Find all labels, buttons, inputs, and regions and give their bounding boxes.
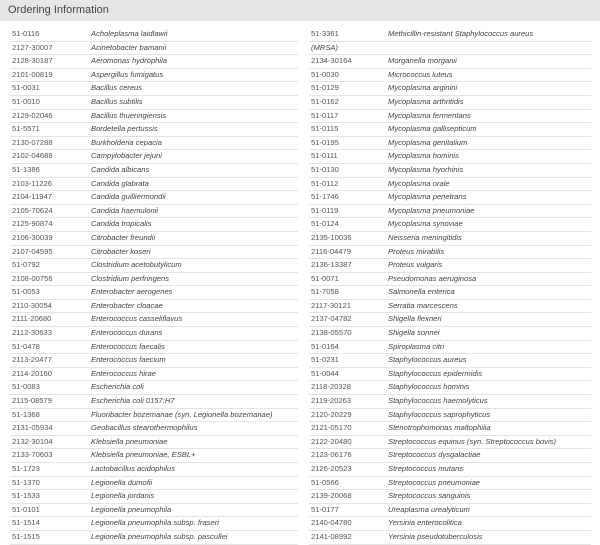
list-item [309, 504, 591, 518]
catalog-number: 2121-05170 [311, 423, 352, 433]
list-item [309, 123, 591, 137]
list-item [309, 69, 591, 83]
organism-name: Campylobacter jejuni [91, 151, 162, 161]
list-item [309, 42, 591, 56]
organism-name: Staphylococcus hominis [388, 382, 470, 392]
organism-name: Citrobacter freundii [91, 232, 156, 242]
list-item [309, 313, 591, 327]
organism-name: Escherichia coli 0157:H7 [91, 396, 175, 406]
organism-name: Candida haemulonii [91, 205, 159, 215]
list-item [10, 517, 298, 531]
catalog-number: 2101-00819 [12, 69, 53, 79]
list-item [309, 273, 591, 287]
catalog-number: 51-1723 [12, 464, 40, 473]
organism-name: Acholeplasma laidlawii [91, 29, 168, 38]
catalog-number: 51-5571 [12, 124, 40, 134]
list-item [309, 341, 591, 355]
catalog-number: 2120-20229 [311, 409, 352, 419]
list-item [309, 531, 591, 545]
list-item [10, 395, 298, 409]
list-item [10, 313, 298, 327]
list-item [10, 381, 298, 395]
list-item [309, 259, 591, 273]
list-item [309, 354, 591, 368]
list-item [10, 300, 298, 314]
organism-name: Klebsiella pneumoniae, ESBL+ [91, 450, 196, 460]
catalog-number: 2104-11947 [12, 192, 52, 202]
list-item [10, 178, 298, 192]
list-item [309, 110, 591, 124]
catalog-number: 51-0177 [311, 504, 339, 514]
organism-name: Enterococcus hirae [91, 368, 157, 378]
catalog-number: 51-0566 [311, 477, 339, 487]
catalog-number: 51-0162 [311, 96, 339, 106]
list-item [10, 463, 298, 477]
list-item [10, 205, 298, 219]
catalog-number: 51-0119 [311, 205, 339, 215]
list-item [10, 449, 298, 463]
catalog-number: 51-0116 [12, 29, 40, 38]
list-item [309, 82, 591, 96]
organism-name: Streptococcus sanguinis [388, 491, 471, 501]
list-item [10, 259, 298, 273]
organism-name: Proteus vulgaris [388, 260, 443, 270]
list-item [309, 477, 591, 491]
organism-name: Yersinia pseudotuberculosis [388, 531, 483, 541]
catalog-number: 2118-20328 [311, 382, 351, 392]
list-item [309, 246, 591, 260]
organism-name: Clostridium acetobutylicum [91, 260, 182, 270]
list-item [309, 150, 591, 164]
catalog-number: 2137-04782 [311, 314, 352, 324]
catalog-number: 51-0231 [311, 355, 339, 365]
organism-name: Enterococcus faecium [91, 355, 166, 365]
catalog-number: 2117-30121 [311, 300, 351, 310]
organism-name: Methicillin-resistant Staphylococcus aureus [388, 29, 534, 38]
list-item [10, 504, 298, 518]
catalog-number: 51-0195 [311, 137, 339, 147]
organism-name: Legionella dumofii [91, 477, 153, 487]
organism-name: Candida tropicalis [91, 219, 152, 229]
ordering-information-header [0, 0, 600, 21]
list-item [309, 232, 591, 246]
catalog-number: 51-0478 [12, 341, 40, 351]
list-item [10, 341, 298, 355]
organism-name: Mycoplasma genitalium [388, 137, 468, 147]
organism-name: Mycoplasma penetrans [388, 192, 467, 202]
organism-name: Aspergillus fumigatus [91, 69, 164, 79]
catalog-number: 51-0031 [12, 83, 40, 93]
organism-name: Acinetobacter bamanii [91, 42, 167, 52]
organism-name: Citrobacter koseri [91, 246, 151, 256]
catalog-number: 51-0111 [311, 151, 338, 161]
catalog-number: 51-0071 [311, 273, 339, 283]
list-item [10, 96, 298, 110]
catalog-number: 51-1515 [12, 531, 40, 541]
catalog-number: 2112-30633 [12, 328, 52, 338]
catalog-number: 2133-70603 [12, 450, 53, 460]
catalog-number: 2138-05570 [311, 328, 352, 338]
catalog-number: 51-7058 [311, 287, 339, 297]
list-item [10, 28, 298, 42]
list-item [10, 327, 298, 341]
list-item [309, 381, 591, 395]
organism-name: Burkholderia cepacia [91, 137, 162, 147]
list-item [309, 28, 591, 42]
organism-name: Streptococcus mutans [388, 464, 464, 473]
list-item [309, 436, 591, 450]
list-item [10, 409, 298, 423]
catalog-number: 2110-30054 [12, 300, 52, 310]
catalog-number: 2130-07288 [12, 137, 53, 147]
catalog-number: 2127-30007 [12, 42, 53, 52]
organism-name: Mycoplasma pneumoniae [388, 205, 475, 215]
organism-name: Mycoplasma orale [388, 178, 450, 188]
catalog-number: 51-0044 [311, 368, 339, 378]
organism-name: Ureaplasma urealyticum [388, 504, 470, 514]
catalog-number: 51-0792 [12, 260, 40, 270]
catalog-number: 51-3361 [311, 29, 339, 38]
list-item [10, 286, 298, 300]
list-item [309, 368, 591, 382]
list-item [10, 218, 298, 232]
catalog-number: 51-0030 [311, 69, 339, 79]
list-item [10, 273, 298, 287]
list-item [10, 354, 298, 368]
organism-name: Enterobacter aerogenes [91, 287, 173, 297]
catalog-number: 51-0112 [311, 178, 339, 188]
list-item [309, 191, 591, 205]
organism-name: Mycoplasma hyorhinis [388, 164, 464, 174]
right-column-list [309, 28, 591, 545]
catalog-number: 2128-30187 [12, 56, 53, 66]
list-item [309, 300, 591, 314]
list-item [10, 246, 298, 260]
organism-name: Enterobacter cloacae [91, 300, 163, 310]
list-item [309, 395, 591, 409]
list-item [309, 96, 591, 110]
catalog-number: 2134-30164 [311, 56, 352, 66]
list-item [309, 137, 591, 151]
list-item [309, 164, 591, 178]
organism-name: Legionella pneumophila [91, 504, 172, 514]
organism-name: Candida glabrata [91, 178, 149, 188]
organism-name: Streptococcus equinus (syn. Streptococcus bovis) [388, 436, 556, 446]
organism-name: Escherichia coli [91, 382, 144, 392]
list-item [10, 232, 298, 246]
organism-name: Clostridium perfringens [91, 273, 170, 283]
list-item [309, 327, 591, 341]
organism-name: Lactobacillus acidophilus [91, 464, 176, 473]
catalog-number: 2111-20680 [12, 314, 52, 324]
list-item [309, 409, 591, 423]
organism-name: Streptococcus dysgalactiae [388, 450, 481, 460]
organism-name: Staphylococcus aureus [388, 355, 467, 365]
organism-name: Klebsiella pneumoniae [91, 436, 168, 446]
catalog-number: 51-1368 [12, 409, 40, 419]
catalog-number: 51-0053 [12, 287, 40, 297]
catalog-number: 51-1533 [12, 491, 40, 501]
organism-name: Yersinia enterocolitica [388, 518, 462, 528]
organism-name: Enterococcus faecalis [91, 341, 165, 351]
catalog-number: 51-0164 [311, 341, 339, 351]
list-item [10, 164, 298, 178]
organism-name: Micrococcus luteus [388, 69, 453, 79]
catalog-number: 2105-70624 [12, 205, 53, 215]
organism-name: Mycoplasma arthritidis [388, 96, 464, 106]
organism-name: Legionella jordanis [91, 491, 155, 501]
organism-name: (MRSA) [311, 42, 338, 52]
organism-name: Legionella pneumophila subsp. pascullei [91, 531, 228, 541]
list-item [309, 205, 591, 219]
list-item [10, 150, 298, 164]
organism-name: Enterococcus casseliflavus [91, 314, 183, 324]
organism-name: Bacillus subtilis [91, 96, 143, 106]
organism-name: Mycoplasma synoviae [388, 219, 463, 229]
section-title: Ordering Information [8, 4, 109, 16]
catalog-number: 2107-04595 [12, 246, 53, 256]
organism-name: Stenotrophomonas maltophilia [388, 423, 491, 433]
catalog-number: 2114-20160 [12, 368, 52, 378]
organism-name: Aeromonas hydrophila [91, 56, 167, 66]
organism-name: Morganella morganii [388, 56, 457, 66]
catalog-number: 51-1514 [12, 518, 40, 528]
catalog-number: 2126-20523 [311, 464, 352, 473]
catalog-number: 2136-13387 [311, 260, 352, 270]
organism-name: Neisseria meningitidis [388, 232, 462, 242]
organism-name: Mycoplasma hominis [388, 151, 459, 161]
list-item [309, 55, 591, 69]
organism-name: Shigella sonnei [388, 328, 440, 338]
catalog-number: 51-0117 [311, 110, 339, 120]
organism-name: Enterococcus durans [91, 328, 163, 338]
catalog-number: 51-0010 [12, 96, 40, 106]
catalog-number: 51-1746 [311, 192, 339, 202]
catalog-number: 2103-11226 [12, 178, 52, 188]
catalog-number: 2129-02046 [12, 110, 53, 120]
organism-name: Shigella flexneri [388, 314, 442, 324]
organism-name: Bacillus thueringiensis [91, 110, 167, 120]
organism-name: Candida guilliermondii [91, 192, 166, 202]
catalog-number: 2140-04780 [311, 518, 352, 528]
organism-name: Streptococcus pneumoniae [388, 477, 481, 487]
catalog-number: 2125-90874 [12, 219, 53, 229]
list-item [10, 123, 298, 137]
organism-name: Candida albicans [91, 164, 150, 174]
organism-name: Bordetella pertussis [91, 124, 158, 134]
catalog-number: 2108-00756 [12, 273, 53, 283]
list-item [10, 531, 298, 545]
catalog-number: 2106-30039 [12, 232, 53, 242]
list-item [10, 110, 298, 124]
list-item [309, 463, 591, 477]
organism-name: Staphylococcus epidermidis [388, 368, 483, 378]
list-item [10, 55, 298, 69]
list-item [10, 69, 298, 83]
organism-name: Mycoplasma gallisepticum [388, 124, 477, 134]
list-item [309, 178, 591, 192]
catalog-number: 51-1370 [12, 477, 40, 487]
list-item [309, 422, 591, 436]
list-item [10, 137, 298, 151]
list-item [10, 490, 298, 504]
catalog-number: 2119-20263 [311, 396, 351, 406]
organism-name: Staphylococcus saprophyticus [388, 409, 491, 419]
catalog-number: 2132-30104 [12, 436, 53, 446]
catalog-number: 2123-06176 [311, 450, 352, 460]
catalog-number: 2122-20480 [311, 436, 352, 446]
list-item [10, 82, 298, 96]
catalog-number: 2113-20477 [12, 355, 52, 365]
organism-name: Staphylococcus haemolyticus [388, 396, 488, 406]
organism-name: Pseudomonas aeruginosa [388, 273, 477, 283]
catalog-number: 2141-08992 [311, 531, 352, 541]
organism-name: Serratia marcescens [388, 300, 458, 310]
catalog-number: 51-1386 [12, 164, 40, 174]
catalog-number: 2135-10036 [311, 232, 352, 242]
list-item [309, 449, 591, 463]
organism-name: Legionella pneumophila subsp. fraseri [91, 518, 219, 528]
list-item [309, 490, 591, 504]
catalog-number: 2131-05934 [12, 423, 53, 433]
organism-name: Bacillus cereus [91, 83, 143, 93]
organism-name: Proteus mirabilis [388, 246, 445, 256]
catalog-number: 51-0129 [311, 83, 339, 93]
catalog-number: 51-0124 [311, 219, 339, 229]
catalog-number: 51-0115 [311, 124, 339, 134]
list-item [10, 422, 298, 436]
catalog-number: 2139-20068 [311, 491, 352, 501]
catalog-number: 2102-04688 [12, 151, 53, 161]
organism-name: Mycoplasma fermentans [388, 110, 471, 120]
catalog-number: 51-0130 [311, 164, 339, 174]
organism-name: Spiroplasma citri [388, 341, 445, 351]
catalog-number: 2115-08579 [12, 396, 52, 406]
organism-name: Mycoplasma arginini [388, 83, 458, 93]
organism-name: Fluoribacter bozemanae (syn. Legionella bozemanae) [91, 409, 273, 419]
organism-name: Salmonella enterica [388, 287, 455, 297]
left-column-list [10, 28, 298, 545]
list-item [10, 191, 298, 205]
list-item [309, 218, 591, 232]
list-item [309, 286, 591, 300]
organism-name: Geobacillus stearothermophilus [91, 423, 198, 433]
catalog-number: 51-0083 [12, 382, 40, 392]
list-item [10, 368, 298, 382]
catalog-number: 51-0101 [12, 504, 40, 514]
list-item [10, 42, 298, 56]
list-item [10, 477, 298, 491]
list-item [10, 436, 298, 450]
catalog-number: 2116-04479 [311, 246, 351, 256]
list-item [309, 517, 591, 531]
